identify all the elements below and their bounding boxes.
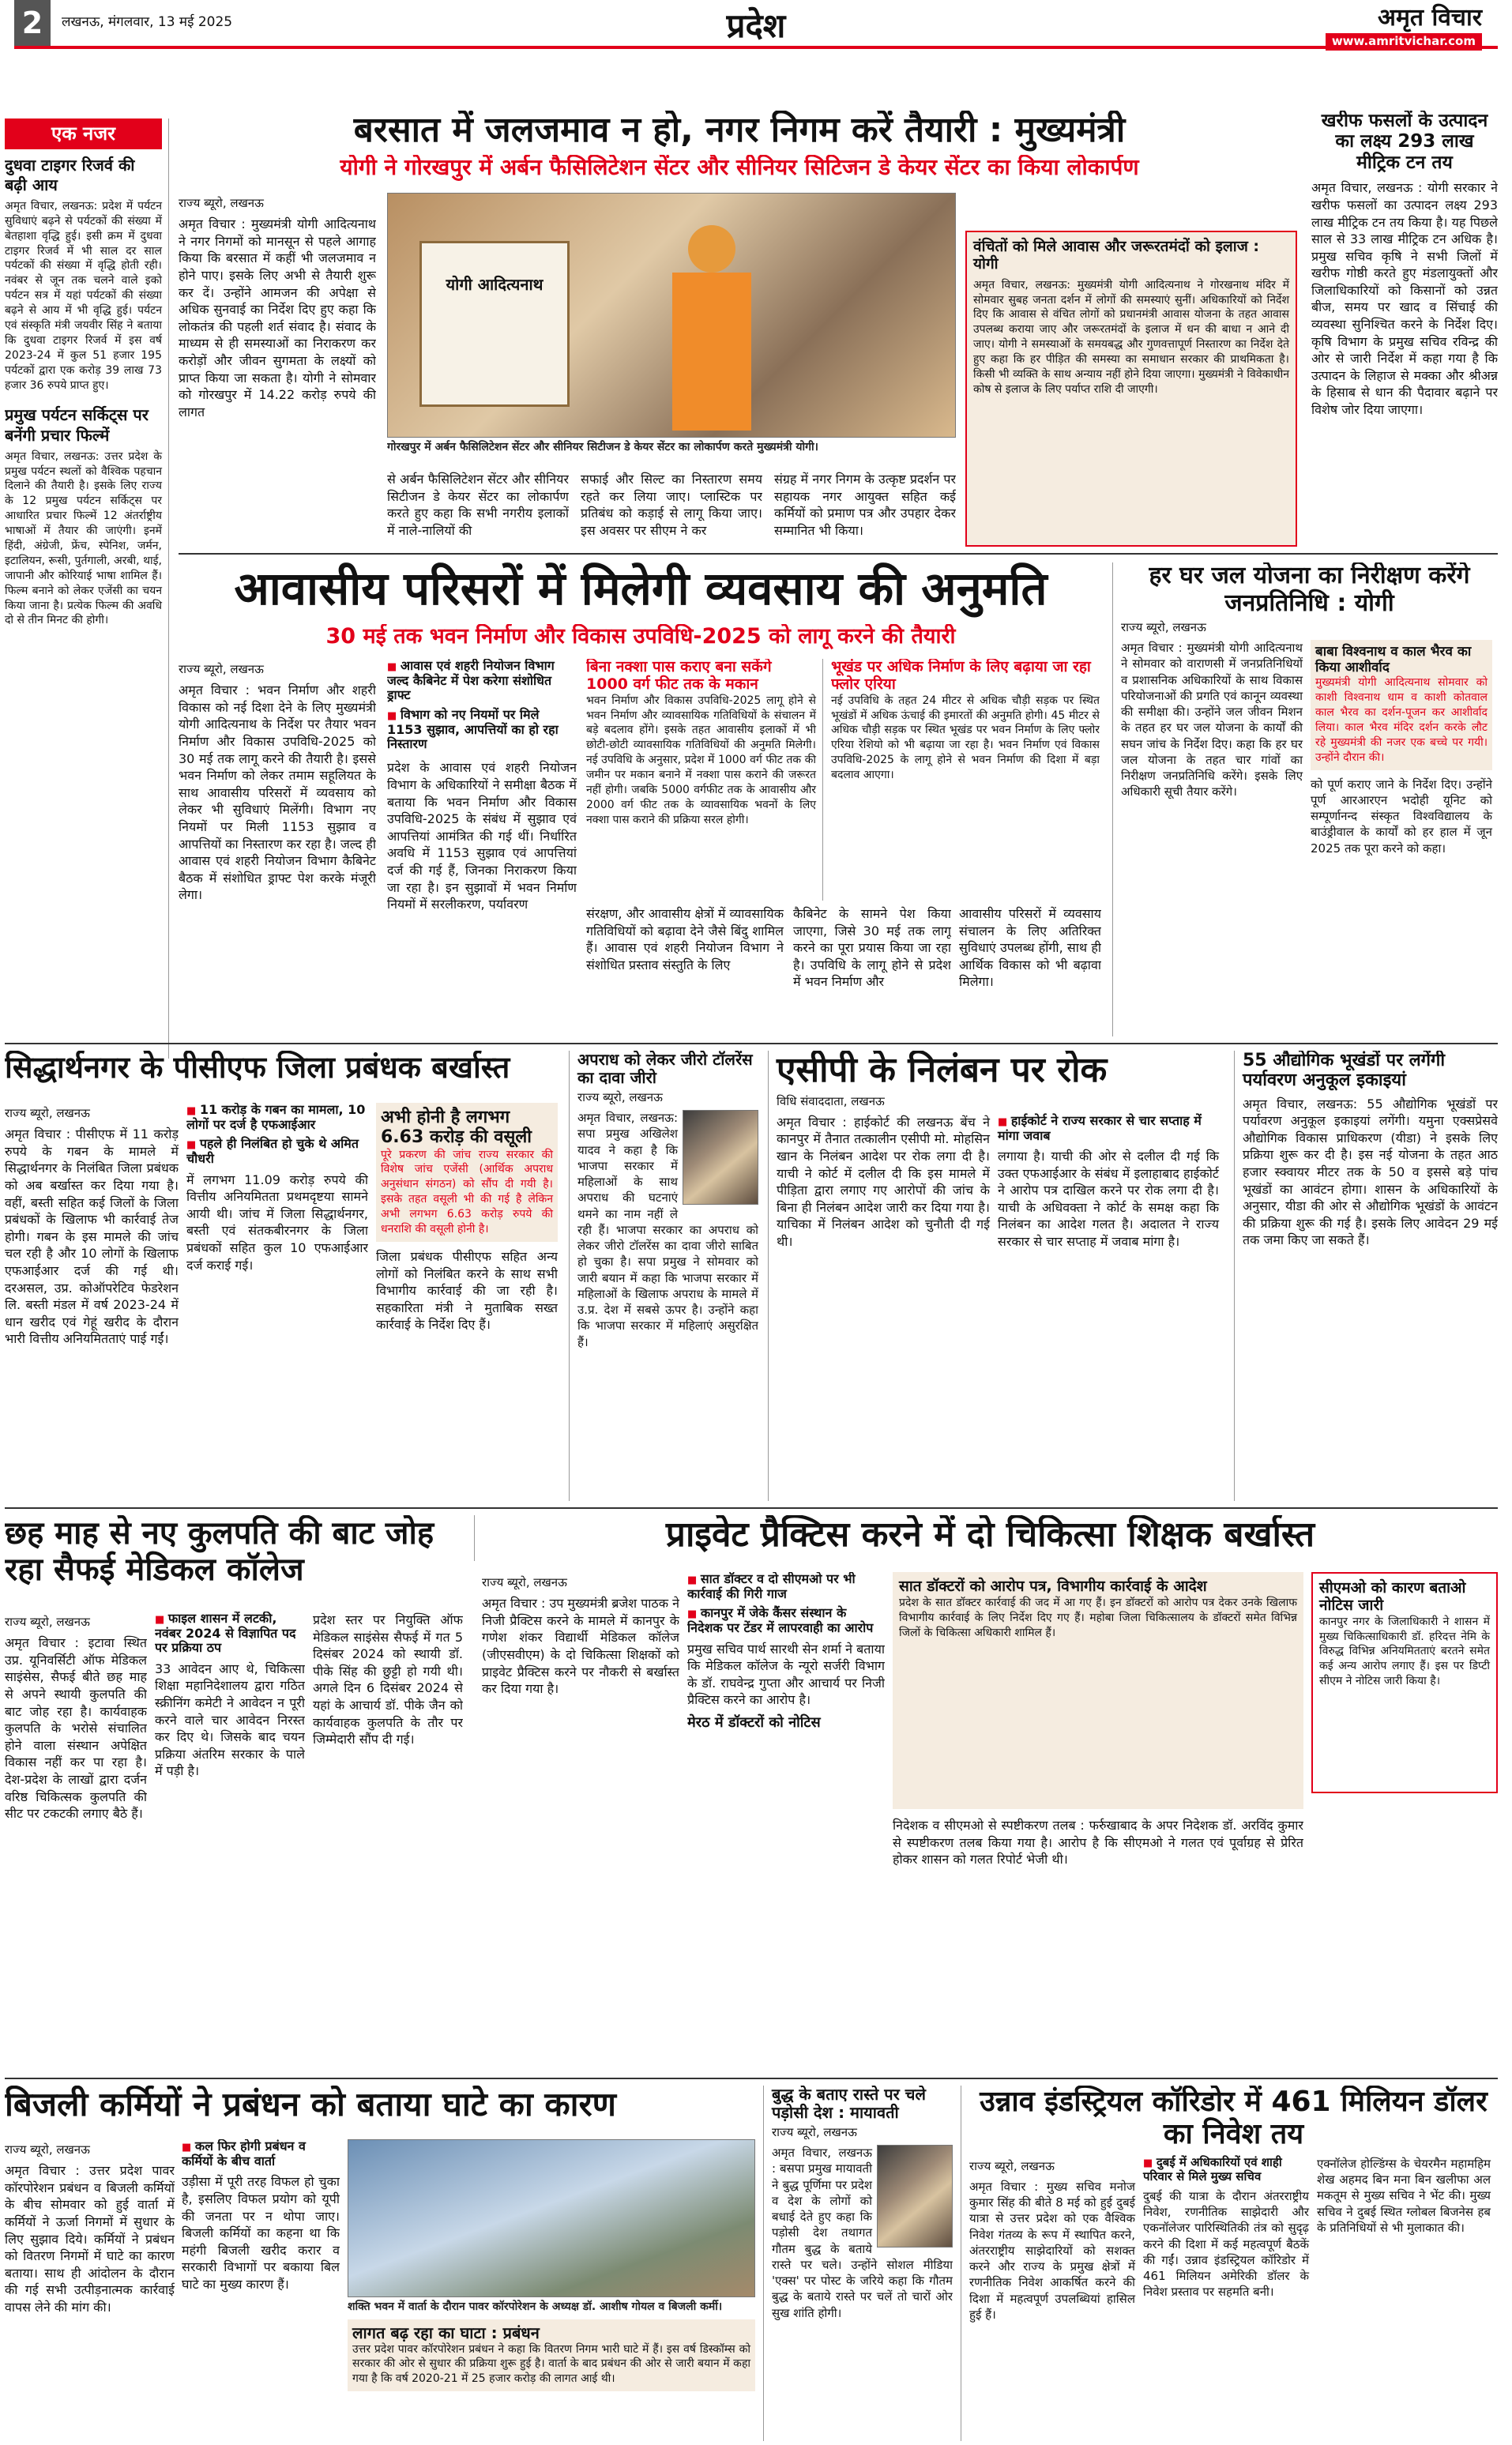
story8-box2-body: कानपुर नगर के जिलाधिकारी ने शासन में मुख्य चिकित्साधिकारी डॉ. हरिदत्त नेमि के विरुद्ध विभिन्न अनियमितताएं बरतने समेत कई अन्य आरोप लगाए हैं। इस पर डिप्टी सीएम ने नोटिस जारी किया है। — [1319, 1615, 1490, 1688]
story2-bullet2: ■ विभाग को नए नियमों पर मिले 1153 सुझाव, आपत्तियों का हो रहा निस्तारण — [387, 708, 577, 752]
story9-byline: राज्य ब्यूरो, लखनऊ — [5, 2142, 90, 2157]
story8-box1-head: सात डॉक्टरों को आरोप पत्र, विभागीय कार्रवाई के आदेश — [899, 1578, 1207, 1595]
story3-col1-text: अमृत विचार : पीसीएफ में 11 करोड़ रुपये के गबन के मामले में सिद्धार्थनगर के निलंबित जिला प्रबंधक को अब बर्खास्त कर दिया गया है। वहीं, बस्ती सहित कई जिलों के जिला प्रबंधकों के खिलाफ भी कार्रवाई तेज होगी। गबन के इस मामले की जांच चल रही है और 10 लोगों के खिलाफ एफआईआर दर्ज की गई थी। दरअसल, उप्र. कोऑपरेटिव फेडरेशन लि. बस्ती मंडल में वर्ष 2023-24 में धान खरीद एवं गेहूं खरीद के दौरान भारी वित्तीय अनियमितताएं पाई गईं। — [5, 1127, 179, 1347]
story6 — [1234, 1051, 1498, 1501]
story4-byline: राज्य ब्यूरो, लखनऊ — [577, 1090, 663, 1104]
story1-photo-caption: गोरखपुर में अर्बन फैसिलिटेशन सेंटर और सीनियर सिटीजन डे केयर सेंटर का लोकार्पण करते मुख्यमंत्री योगी। — [387, 441, 818, 453]
story4-headline: अपराध को लेकर जीरो टॉलरेंस का दावा जीरो — [577, 1051, 753, 1087]
story9-photo — [348, 2139, 755, 2297]
story7-col1 — [5, 1612, 147, 2070]
story3-col1 — [5, 1103, 179, 1498]
story8-box1 — [893, 1572, 1303, 1809]
story11 — [961, 2086, 1498, 2441]
story2-col1 — [179, 659, 376, 1030]
story9-bullet: ■ कल फिर होगी प्रबंधन व कर्मियों के बीच वार्ता — [182, 2139, 340, 2169]
story8-col1-text: अमृत विचार : उप मुख्यमंत्री ब्रजेश पाठक ने निजी प्रैक्टिस करने के मामले में कानपुर के गणेश शंकर विद्यार्थी मेडिकल कॉलेज (जीएसवीएम) के दो चिकित्सा शिक्षकों को प्राइवेट प्रैक्टिस करने पर नौकरी से बर्खास्त कर दिया गया है। — [482, 1596, 679, 1697]
story3-col2 — [186, 1103, 368, 1498]
sidebar-item2-head: प्रमुख पर्यटन सर्किट्स पर बनेंगी प्रचार फिल्में — [5, 405, 149, 446]
dateline: लखनऊ, मंगलवार, 13 मई 2025 — [62, 14, 233, 31]
story7-col2-text: 33 आवेदन आए थे, चिकित्सा शिक्षा महानिदेशालय द्वारा गठित स्क्रीनिंग कमेटी ने आवेदन न पूरी करने वाले चार आवेदन निरस्त कर दिए थे। जिसके बाद चयन प्रक्रिया अंतरिम सरकार के पाले में पड़ी है। — [155, 1661, 305, 1779]
story3-col2-text: में लगभग 11.09 करोड़ रुपये की वित्तीय अनियमितता प्रथमदृष्टया सामने आयी थी। जांच में जिला सिद्धार्थनगर, बस्ती एवं संतकबीरनगर के जिला प्रबंधकों सहित कुल 10 एफआईआर दर्ज कराई गई। — [186, 1172, 368, 1273]
brand-block — [1326, 3, 1482, 51]
inauguration-plaque — [419, 241, 570, 407]
story7-col3-text: प्रदेश स्तर पर नियुक्ति ऑफ मेडिकल साइंसेस सैफई में गत 5 दिसंबर 2024 को स्थायी डॉ. पीके सिंह की छुट्टी हो गयी थी। अगले दिन 6 दिसंबर 2024 से यहां के आचार्य डॉ. पीके जैन को कार्यवाहक कुलपति के तौर पर जिम्मेदारी सौंप दी गई। — [313, 1612, 463, 1747]
story8-col2-text: प्रमुख सचिव पार्थ सारथी सेन शर्मा ने बताया कि मेडिकल कॉलेज के न्यूरो सर्जरी विभाग के डॉ. राघवेन्द्र गुप्ता और आचार्य पर निजी प्रैक्टिस करने का आरोप है। — [687, 1641, 885, 1708]
story11-col2: दुबई की यात्रा के दौरान अंतरराष्ट्रीय निवेश, रणनीतिक साझेदारी और एकनॉलेजर पारिस्थितिकी तंत्र को सुदृढ़ करने की दिशा में कई महत्वपूर्ण बैठकें की गईं। उन्नाव इंडस्ट्रियल कॉरिडोर में 461 मिलियन अमेरिकी डॉलर के निवेश प्रस्ताव पर सहमति बनी। — [1143, 2188, 1309, 2300]
sidebar-ek-nazar — [5, 118, 169, 1059]
story5-byline: विधि संवाददाता, लखनऊ — [777, 1093, 885, 1108]
page-number: 2 — [14, 0, 51, 46]
story8-headline: प्राइवेट प्रैक्टिस करने में दो चिकित्सा शिक्षक बर्खास्त — [665, 1515, 1315, 1555]
story3-bullet2: ■ पहले ही निलंबित हो चुके थे अमित चौधरी — [186, 1137, 368, 1166]
story3-col3-text: जिला प्रबंधक पीसीएफ सहित अन्य लोगों को निलंबित करने के साथ सभी विभागीय कार्रवाई की जा रही है। सहकारिता मंत्री ने मुताबिक सख्त कार्रवाई के निर्देश दिए हैं। — [376, 1248, 558, 1333]
story2-col5-text: आवासीय परिसरों में व्यवसाय संचालन के लिए अतिरिक्त सुविधाएं उपलब्ध होंगी, साथ ही आर्थिक विकास को भी बढ़ावा मिलेगा। — [959, 906, 1101, 990]
story2-col4 — [793, 905, 951, 1024]
story5-bullet: ■ हाईकोर्ट ने राज्य सरकार से चार सप्ताह में मांगा जवाब — [998, 1114, 1219, 1143]
jal-box-head: बाबा विश्वनाथ व काल भैरव का किया आशीर्वाद — [1315, 644, 1472, 675]
story1-photo-wrap — [387, 193, 956, 466]
box-vanchit-body: अमृत विचार, लखनऊ: मुख्यमंत्री योगी आदित्यनाथ ने गोरखनाथ मंदिर में सोमवार सुबह जनता दर्शन में लोगों की समस्याएं सुनीं। अधिकारियों को निर्देश दिए कि आवास से वंचित लोगों को प्रधानमंत्री आवास योजना के तहत आवास उपलब्ध कराया जाए और जरूरतमंदों के इलाज में धन की बाधा न आने दी जाए। योगी ने समस्याओं के समयबद्ध और गुणवत्तापूर्ण निस्तारण का निर्देश देते हुए कहा कि हर पीड़ित की समस्या का समाधान सरकार की प्राथमिकता है। किसी भी व्यक्ति के साथ अन्याय नहीं होने दिया जाएगा। मुख्यमंत्री ने विवेकाधीन कोष से इलाज के लिए पर्याप्त राशि दी जाएगी। — [973, 278, 1289, 396]
jal-col2: को पूर्ण कराए जाने के निर्देश दिए। उन्होंने पूर्ण आरआरएन भदोही यूनिट को सम्पूर्णानन्द संस्कृत विश्वविद्यालय के बाउंड्रीवाल के कार्यों को हर हाल में जून 2025 तक पूरा करने को कहा। — [1311, 777, 1492, 856]
story2-col3-text: संरक्षण, और आवासीय क्षेत्रों में व्यावसायिक गतिविधियों को बढ़ावा देने जैसे बिंदु शामिल हैं। आवास एवं शहरी नियोजन विभाग ने संशोधित प्रस्ताव संस्तुति के लिए — [586, 906, 784, 972]
story8-bullet2: ■ कानपुर में जेके कैंसर संस्थान के निदेशक पर टेंडर में लापरवाही का आरोप — [687, 1606, 885, 1635]
story9-col1-text: अमृत विचार : उत्तर प्रदेश पावर कॉरपोरेशन प्रबंधन व बिजली कर्मियों के बीच सोमवार को हुई वार्ता में कर्मियों ने ऊर्जा निगमों में सुधार के लिए सुझाव दिये। कर्मियों ने प्रबंधन को वितरण निगमों में घाटे का कारण बताया। साथ ही आंदोलन के दौरान की गई सभी उत्पीड़नात्मक कार्रवाई वापस लेने की मांग की। — [5, 2163, 175, 2315]
story2-box2-head: भूखंड पर अधिक निर्माण के लिए बढ़ाया जा रहा फ्लोर एरिया — [831, 659, 1091, 693]
story1-col3-text: सफाई और सिल्ट का निस्तारण समय रहते कर लिया जाए। प्लास्टिक पर प्रतिबंध को कड़ाई से लागू किया जाए। इस अवसर पर सीएम ने कर — [581, 472, 762, 538]
story2-headline-wrap — [179, 562, 1103, 619]
story7-headline-wrap — [5, 1515, 463, 1602]
story5-headline: एसीपी के निलंबन पर रोक — [777, 1051, 1108, 1090]
person-figure — [688, 225, 735, 273]
story2-col1-text: अमृत विचार : भवन निर्माण और शहरी विकास को नई दिशा देने के लिए मुख्यमंत्री योगी आदित्यनाथ के निर्देश पर तैयार भवन निर्माण और विकास उपविधि-2025 को 30 मई तक लागू करने की तैयारी है। इससे भवन निर्माण को लेकर तमाम सहूलियत के साथ आवासीय परिसरों में व्यवसाय को लेकर भी सुविधाएं मिलेंगी। विभाग नए नियमों पर मिली 1153 सुझाव व आपत्तियों का निस्तारण कर रहा है। जल्द ही आवास एवं शहरी नियोजन विभाग कैबिनेट बैठक में संशोधित ड्राफ्ट पेश करके मंजूरी लेगा। — [179, 683, 376, 903]
divider-4 — [5, 2078, 1498, 2079]
plaque-title: योगी आदित्यनाथ — [446, 275, 543, 294]
story6-body: अमृत विचार, लखनऊ: 55 औद्योगिक भूखंडों पर पर्यावरण अनुकूल इकाइयां लगेंगी। यमुना एक्सप्रेसवे औद्योगिक विकास प्राधिकरण (यीडा) ने इसके लिए प्रक्रिया शुरू कर दी है। इस नई योजना के तहत आठ हजार स्क्वायर मीटर तक के 50 व इससे बड़े पांच भूखंडों का आवंटन होगा। शासन के अधिकारियों के अनुसार, यीडा की ओर से औद्योगिक भूखंडों के आवंटन की प्रक्रिया शुरू की गई है। इसके लिए आवेदन 29 मई तक जमा किए जा सकते हैं। — [1243, 1096, 1498, 1248]
masthead — [14, 0, 1498, 49]
sidebar-item1-head: दुधवा टाइगर रिजर्व की बढ़ी आय — [5, 155, 135, 195]
story7-byline: राज्य ब्यूरो, लखनऊ — [5, 1615, 90, 1629]
story9-photo-caption: शक्ति भवन में वार्ता के दौरान पावर कॉरपोरेशन के अध्यक्ष डॉ. आशीष गोयल व बिजली कर्मी। — [348, 2300, 723, 2313]
story2-col3 — [586, 905, 784, 1024]
story8-col3-text: निदेशक व सीएमओ से स्पष्टीकरण तलब : फर्रुखाबाद के अपर निदेशक डॉ. अरविंद कुमार से स्पष्टीकरण तलब किया गया है। आरोप है कि सीएमओ ने गलत एवं पूर्वाग्रह से प्रेरित होकर शासन को गलत रिपोर्ट भेजी थी। — [893, 1818, 1303, 1868]
jal-body: अमृत विचार : मुख्यमंत्री योगी आदित्यनाथ ने सोमवार को वाराणसी में जनप्रतिनिधियों व प्रशासनिक अधिकारियों के साथ विकास परियोजनाओं की प्रगति एवं कानून व्यवस्था की समीक्षा की। उन्होंने जल जीवन मिशन के तहत हर घर जल योजना के कार्यों की सघन जांच के निर्देश दिए। कहा कि हर घर जल योजना के तहत चार गांवों का निरीक्षण जनप्रतिनिधि करेंगे। इसके लिए अधिकारी सूची तैयार करेंगे। — [1121, 641, 1303, 799]
story3-headline-wrap — [5, 1051, 558, 1098]
story8-byline: राज्य ब्यूरो, लखनऊ — [482, 1575, 567, 1589]
sidebar-item2-body: अमृत विचार, लखनऊ: उत्तर प्रदेश के प्रमुख पर्यटन स्थलों को वैश्विक पहचान दिलाने की तैयारी है। इसके लिए राज्य के 12 प्रमुख पर्यटन सर्किट्स पर आधारित प्रचार फिल्में 12 अंतर्राष्ट्रीय भाषाओं में तैयार की जाएंगी। इनमें हिंदी, अंग्रेजी, फ्रेंच, स्पेनिश, जर्मन, इटालियन, रूसी, पुर्तगाली, अरबी, थाई, जापानी और कोरियाई भाषा शामिल हैं। फिल्म बनाने को लेकर एजेंसी का चयन किया जाना है। प्रत्येक फिल्म की अवधि दो से तीन मिनट की होगी। — [5, 450, 162, 627]
story8-headline-wrap — [474, 1515, 1498, 1561]
story-jal — [1112, 562, 1498, 1036]
story1-col4-text: संग्रह में नगर निगम के उत्कृष्ट प्रदर्शन पर सहायक नगर आयुक्त सहित कई कर्मियों को प्रमाण पत्र और उपहार देकर सम्मानित भी किया। — [774, 472, 956, 538]
story6-headline: 55 औद्योगिक भूखंडों पर लगेंगी पर्यावरण अनुकूल इकाइयां — [1243, 1051, 1446, 1091]
jal-box-body: मुख्यमंत्री योगी आदित्यनाथ सोमवार को काशी विश्वनाथ धाम व काशी कोतवाल काल भैरव का दर्शन-पूजन कर आशीर्वाद लिया। काल भैरव मंदिर दर्शन करके लौट रहे मुख्यमंत्री की नजर एक बच्चे पर गयी। उन्होंने दौरान की। — [1315, 676, 1488, 764]
story-kharif — [1311, 111, 1498, 553]
person-figure-body — [672, 273, 751, 431]
story4 — [569, 1051, 758, 1501]
story2-bullet1: ■ आवास एवं शहरी नियोजन विभाग जल्द कैबिनेट में पेश करेगा संशोधित ड्राफ्ट — [387, 659, 577, 703]
story2-subhead-wrap — [179, 624, 1103, 654]
story2-box2 — [831, 659, 1100, 901]
story4-body: अमृत विचार, लखनऊ: सपा प्रमुख अखिलेश यादव ने कहा है कि भाजपा सरकार में महिलाओं के साथ अपराध की घटनाएं थमने का नाम नहीं ले रही हैं। भाजपा सरकार का अपराध को लेकर जीरो टॉलरेंस का दावा जीरो साबित हो चुका है। सपा प्रमुख ने सोमवार को जारी बयान में कहा कि भाजपा सरकार में महिलाओं के खिलाफ अपराध के मामले में उ.प्र. देश में सबसे ऊपर है। उन्होंने कहा कि भाजपा सरकार में महिलाएं असुरक्षित हैं। — [577, 1111, 758, 1349]
story7-col1-text: अमृत विचार : इटावा स्थित उप्र. यूनिवर्सिटी ऑफ मेडिकल साइंसेस, सैफई बीते छह माह से अपने स्थायी कुलपति की बाट जोह रहा है। कार्यवाहक कुलपति के भरोसे संचालित होने वाला संस्थान अपेक्षित विकास नहीं कर पा रहा है। देश-प्रदेश के लाखों द्वारा दर्जन वरिष्ठ चिकित्सक कुलपति की सीट पर टकटकी लगाए बैठे हैं। — [5, 1635, 147, 1822]
story11-headline: उन्नाव इंडस्ट्रियल कॉरिडोर में 461 मिलियन डॉलर का निवेश तय — [980, 2086, 1488, 2151]
story8-bullet1: ■ सात डॉक्टर व दो सीएमओ पर भी कार्रवाई की गिरी गाज — [687, 1572, 885, 1601]
story8-box1-body: प्रदेश के सात डॉक्टर कार्रवाई की जद में आ गए हैं। इन डॉक्टरों को आरोप पत्र देकर उनके खिलाफ विभागीय कार्रवाई के लिए निर्देश दिए गए हैं। महोबा जिला चिकित्सालय के डॉक्टरों समेत विभिन्न जिलों के चिकित्सा अधिकारी शामिल हैं। — [899, 1596, 1297, 1639]
kharif-headline: खरीफ फसलों के उत्पादन का लक्ष्य 293 लाख मीट्रिक टन तय — [1321, 111, 1488, 173]
story1-col1-text: अमृत विचार : मुख्यमंत्री योगी आदित्यनाथ ने नगर निगमों को मानसून से पहले आगाह किया कि बरसात में कहीं भी जलजमाव न होने पाए। इसके लिए अभी से तैयारी शुरू कर दें। उन्होंने आमजन की अपेक्षा से अधिक सुनवाई का निर्देश दिए हुए कहा कि लोकतंत्र की पहली शर्त संवाद है। संवाद के माध्यम से ही समस्याओं का निराकरण कर करोड़ों और जीवन सुगमता के लक्ष्यों को प्राप्त किया जा सकता है। योगी ने सोमवार को गोरखपुर में 14.22 करोड़ रुपये की लागत — [179, 216, 376, 419]
story2-box1 — [586, 659, 823, 901]
story2-col2 — [387, 659, 577, 1030]
story3-byline: राज्य ब्यूरो, लखनऊ — [5, 1106, 90, 1120]
jal-headline: हर घर जल योजना का निरीक्षण करेंगे जनप्रतिनिधि : योगी — [1149, 562, 1470, 617]
divider-2 — [5, 1043, 1498, 1044]
story7-col3 — [313, 1612, 463, 2070]
divider-1 — [179, 553, 1498, 555]
section-title: प्रदेश — [726, 6, 786, 45]
story1-photo — [387, 193, 956, 438]
story7-bullet: ■ फाइल शासन में लटकी, नवंबर 2024 से विज्ञापित पद पर प्रक्रिया ठप — [155, 1612, 305, 1656]
mayawati-photo — [877, 2145, 953, 2248]
story9-col1 — [5, 2139, 175, 2439]
story9-col2 — [182, 2139, 340, 2439]
story1-subhead: योगी ने गोरखपुर में अर्बन फैसिलिटेशन सेंटर और सीनियर सिटिजन डे केयर सेंटर का किया लोकार्पण — [340, 155, 1139, 180]
sidebar-item1-body: अमृत विचार, लखनऊ: प्रदेश में पर्यटन सुविधाएं बढ़ने से पर्यटकों की संख्या में बेतहाशा वृद्धि हुई। इसी क्रम में दुधवा टाइगर रिजर्व में भी साल दर साल पर्यटकों की संख्या में वृद्धि होती रही। नवंबर से जून तक चलने वाले इको पर्यटन सत्र में यहां पर्यटकों की संख्या बढ़ने से आय में भी वृद्धि हुई। पर्यटन एवं संस्कृति मंत्री जयवीर सिंह ने बताया कि दुधवा टाइगर रिजर्व में इस वर्ष 2023-24 में कुल 51 हजार 195 पर्यटकों द्वारा एक करोड़ 39 लाख 73 हजार 36 रुपये प्राप्त हुए। — [5, 199, 162, 392]
story2-box1-body: भवन निर्माण और विकास उपविधि-2025 लागू होने से भवन निर्माण और व्यावसायिक गतिविधियों के संचालन में बड़े बदलाव होंगे। इसके तहत आवासीय इलाकों में भी छोटी-छोटी व्यावसायिक गतिविधियों की अनुमति मिलेगी। नई उपविधि के अनुसार, प्रदेश में 1000 वर्ग फीट तक की जमीन पर मकान बनाने में नक्शा पास कराने की जरूरत नहीं होगी। जबकि 5000 वर्गफीट तक के आवासीय और 2000 वर्ग फीट तक के व्यावसायिक भवनों के लिए नक्शा पास कराने की प्रक्रिया सरल होगी। — [586, 694, 816, 826]
story1-headline: बरसात में जलजमाव न हो, नगर निगम करें तैयारी : मुख्यमंत्री — [353, 111, 1126, 150]
story8-sub-head: मेरठ में डॉक्टरों को नोटिस — [687, 1714, 821, 1732]
story2-box2-body: नई उपविधि के तहत 24 मीटर से अधिक चौड़ी सड़क पर स्थित भूखंडों में अधिक ऊंचाई की इमारतों की अनुमति होगी। 45 मीटर से अधिक चौड़ी सड़क पर स्थित भूखंड पर भवन निर्माण के लिए फ्लोर एरिया रेशियो को भी बढ़ाया जा रहा है। भवन निर्माण एवं विकास उपविधि-2025 के लागू होने से भवन निर्माण की दिशा में बड़ा बदलाव आएगा। — [831, 694, 1100, 782]
story1-col1 — [179, 193, 376, 540]
story7-headline: छह माह से नए कुलपति की बाट जोह रहा सैफई मेडिकल कॉलेज — [5, 1515, 434, 1588]
story2-subhead: 30 मई तक भवन निर्माण और विकास उपविधि-2025 को लागू करने की तैयारी — [325, 624, 956, 649]
story3-headline: सिद्धार्थनगर के पीसीएफ जिला प्रबंधक बर्खास्त — [5, 1051, 510, 1085]
sidebar-tag: एक नजर — [5, 118, 162, 149]
story5-col2: लगाया है। याची की ओर से दलील दी गई कि उक्त एफआईआर के संबंध में इलाहाबाद हाईकोर्ट ने आरोप पत्र दाखिल करने पर रोक लगा दी है। याची के अधिवक्ता ने कोर्ट के समक्ष कहा कि निलंबन का आदेश गलत है। अदालत ने राज्य सरकार से चार सप्ताह में जवाब मांगा है। — [998, 1149, 1219, 1250]
story1-col4 — [774, 471, 956, 550]
story10-body: अमृत विचार, लखनऊ : बसपा प्रमुख मायावती ने बुद्ध पूर्णिमा पर प्रदेश व देश के लोगों को बधाई देते हुए कहा कि पड़ोसी देश तथागत गौतम बुद्ध के बताये रास्ते पर चले। उन्होंने सोशल मीडिया 'एक्स' पर पोस्ट के जरिये कहा कि गौतम बुद्ध के बताये रास्ते पर चलें तो चारों ओर सुख शांति होगी। — [772, 2146, 953, 2320]
story9-box-head: लागत बढ़ रहा का घाटा : प्रबंधन — [352, 2323, 540, 2342]
story1-col2 — [387, 471, 569, 550]
story11-col3: एक्नॉलेज होल्डिंग्स के चेयरमैन महामहिम शेख अहमद बिन मना बिन खलीफा अल मकतूम से मुख्य सचिव ने भेंट की। मुख्य सचिव ने दुबई स्थित ग्लोबल बिजनेस हब के प्रतिनिधियों से भी मुलाकात की। — [1317, 2156, 1491, 2235]
story2-box1-head: बिना नक्शा पास कराए बना सकेंगे 1000 वर्ग फीट तक के मकान — [586, 659, 772, 693]
story3-bullet1: ■ 11 करोड़ के गबन का मामला, 10 लोगों पर दर्ज है एफआईआर — [186, 1103, 368, 1132]
box-vanchit-title: वंचितों को मिले आवास और जरूरतमंदों को इलाज : योगी — [973, 238, 1260, 273]
story3-box-body: पूरे प्रकरण की जांच राज्य सरकार की विशेष जांच एजेंसी (आर्थिक अपराध अनुसंधान संगठन) को सौंप दी गयी है। इसके तहत वसूली भी की गई है लेकिन अभी लगभग 6.63 करोड़ रुपये की धनराशि की वसूली होनी है। — [381, 1148, 553, 1236]
story9-media — [348, 2139, 755, 2439]
story3-box-head: अभी होनी है लगभग 6.63 करोड़ की वसूली — [381, 1108, 532, 1148]
story8-col1 — [482, 1572, 679, 2070]
story10-byline: राज्य ब्यूरो, लखनऊ — [772, 2125, 857, 2139]
story8-box2-head: सीएमओ को कारण बताओ नोटिस जारी — [1319, 1579, 1466, 1614]
story5-col1: अमृत विचार : हाईकोर्ट की लखनऊ बेंच ने कानपुर में तैनात तत्कालीन एसीपी मो. मोहसिन खान के निलंबन आदेश पर रोक लगा दी है। याची ने कोर्ट में दलील दी कि इस मामले में पीड़िता द्वारा लगाए गए आरोपों की जांच के बिना ही निलंबन आदेश जारी कर दिया गया है। याचिका में निलंबन आदेश को चुनौती दी गई थी। — [777, 1114, 990, 1249]
story9-headline: बिजली कर्मियों ने प्रबंधन को बताया घाटे का कारण — [5, 2086, 617, 2123]
story9-col2-text: उड़ीसा में पूरी तरह विफल हो चुका है, इसलिए विफल प्रयोग को यूपी की जनता पर न थोपा जाए। बिजली कर्मियों का कहना था कि महंगी बिजली खरीद करार व सरकारी विभागों पर बकाया बिल घाटे का मुख्य कारण हैं। — [182, 2174, 340, 2292]
story7-col2 — [155, 1612, 305, 2070]
story8-col3 — [893, 1817, 1303, 2070]
story8-box2 — [1311, 1572, 1498, 1793]
story2-byline: राज्य ब्यूरो, लखनऊ — [179, 662, 264, 676]
story1-byline: राज्य ब्यूरो, लखनऊ — [179, 196, 264, 210]
box-vanchit — [965, 231, 1297, 547]
divider-3 — [5, 1507, 1498, 1509]
story8-col2 — [687, 1572, 885, 2070]
story10 — [763, 2086, 953, 2441]
story3-col3 — [376, 1103, 558, 1498]
kharif-body: अमृत विचार, लखनऊ : योगी सरकार ने खरीफ फसलों का उत्पादन लक्ष्य 293 लाख मीट्रिक टन तय किया है। यह पिछले साल से 33 लाख मीट्रिक टन अधिक है। प्रमुख सचिव कृषि ने सभी जिलों में खरीफ गोष्ठी करते हुए मंडलायुक्तों और जिलाधिकारियों को किसानों को उन्नत बीज, समय पर खाद व सिंचाई की व्यवस्था सुनिश्चित करने के निर्देश दिए। कृषि विभाग के प्रमुख सचिव रविन्द्र की ओर से जारी निर्देश में कहा गया है कि उत्पादन के लिहाज से मक्का और श्रीअन्न के हिसाब से धान की पैदावार बढ़ाने पर विशेष जोर दिया जाएगा। — [1311, 180, 1498, 418]
jal-box — [1311, 640, 1492, 856]
akhilesh-photo — [683, 1110, 758, 1205]
story1-col3 — [581, 471, 762, 550]
brand-website: www.amritvichar.com — [1326, 33, 1482, 50]
story5 — [768, 1051, 1226, 1501]
story2-col2-text: प्रदेश के आवास एवं शहरी नियोजन विभाग के अधिकारियों ने समीक्षा बैठक में बताया कि भवन निर्माण और विकास उपविधि-2025 के संबंध में सुझाव एवं आपत्तियां आमंत्रित की गई थीं। निर्धारित अवधि में 1153 सुझाव एवं आपत्तियां दर्ज की गई हैं, जिनका निराकरण किया जा रहा है। इन सुझावों में भवन निर्माण नियमों में सरलीकरण, पर्यावरण — [387, 760, 577, 912]
story9-headline-wrap — [5, 2086, 755, 2133]
story11-bullet: ■ दुबई में अधिकारियों एवं शाही परिवार से मिले मुख्य सचिव — [1143, 2156, 1309, 2184]
story10-headline: बुद्ध के बताए रास्ते पर चले पड़ोसी देश : मायावती — [772, 2086, 926, 2122]
story9-box-body: उत्तर प्रदेश पावर कॉरपोरेशन प्रबंधन ने कहा कि वितरण निगम भारी घाटे में हैं। इस वर्ष डिस्कॉम्स को सरकार की ओर से सुधार की प्रक्रिया शुरू हुई है। वार्ता के बाद प्रबंधन की ओर से जारी बयान में कहा गया है कि वर्ष 2020-21 में 25 हजार करोड़ की लागत आई थी। — [352, 2342, 750, 2386]
story2-col4-text: कैबिनेट के सामने पेश किया जाएगा, जिसे 30 मई तक लागू करने का पूरा प्रयास किया जा रहा है। उपविधि के लागू होने से प्रदेश में भवन निर्माण और — [793, 906, 951, 990]
story2-col5 — [959, 905, 1101, 1024]
story1-col2-text: से अर्बन फैसिलिटेशन सेंटर और सीनियर सिटीजन डे केयर सेंटर का लोकार्पण करते हुए कहा कि सभी नगरीय इलाकों में नाले-नालियों की — [387, 472, 569, 538]
story11-byline: राज्य ब्यूरो, लखनऊ — [969, 2158, 1055, 2173]
story1-subhead-wrap — [179, 155, 1300, 186]
story2-headline: आवासीय परिसरों में मिलेगी व्यवसाय की अनुमति — [234, 562, 1047, 615]
story1-headline-wrap — [179, 111, 1300, 152]
jal-byline: राज्य ब्यूरो, लखनऊ — [1121, 620, 1206, 634]
brand-logo: अमृत विचार — [1378, 4, 1482, 32]
story11-col1: अमृत विचार : मुख्य सचिव मनोज कुमार सिंह की बीते 8 मई को हुई दुबई यात्रा से उत्तर प्रदेश को एक वैश्विक निवेश गंतव्य के रूप में स्थापित करने, अंतरराष्ट्रीय साझेदारियों को सशक्त करने और राज्य के प्रमुख क्षेत्रों में रणनीतिक निवेश आकर्षित करने की दिशा में महत्वपूर्ण उपलब्धियां हासिल हुई हैं। — [969, 2179, 1135, 2322]
